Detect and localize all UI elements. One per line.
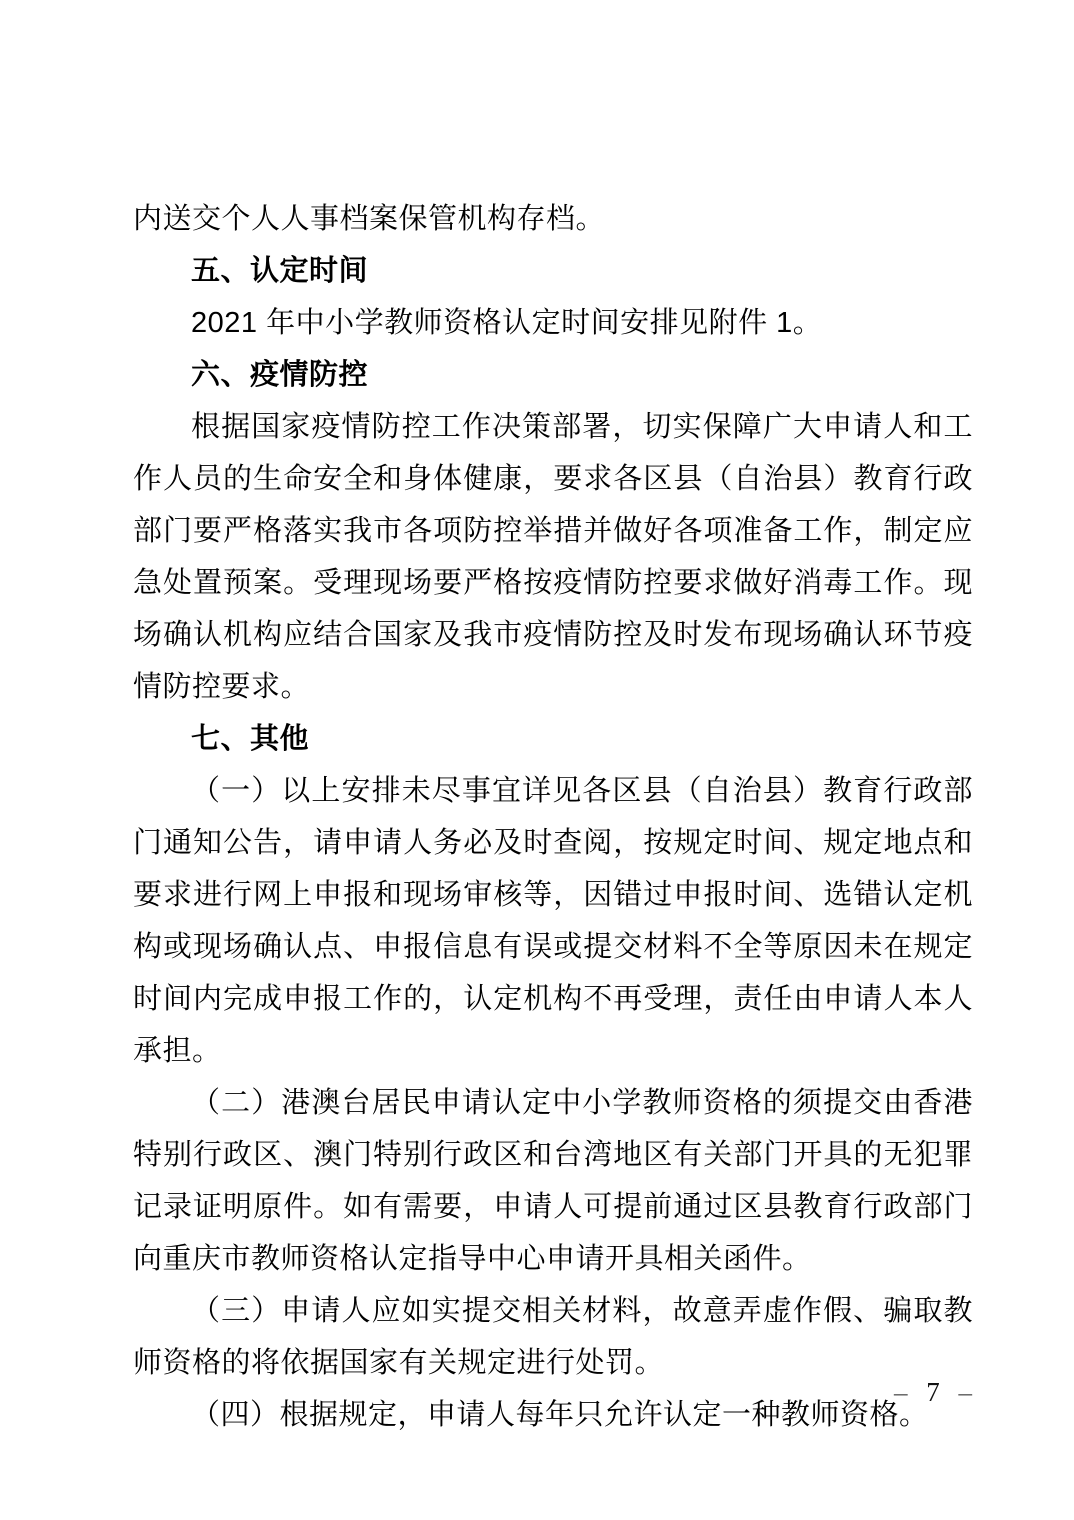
paragraph-other-item-1: （一）以上安排未尽事宜详见各区县（自治县）教育行政部门通知公告，请申请人务必及时查阅，按规定时间、规定地点和要求进行网上申报和现场审核等，因错过申报时间、选错认定机构或现场确认点、申报信息有误或提交材料不全等原因未在规定时间内完成申报工作的，认定机构不再受理，责任由申请人本人承担。 (133, 775, 973, 1067)
page-number-value: 7 (926, 1377, 940, 1407)
section-heading-5-renddingshijian: 五、认定时间 (191, 255, 369, 287)
paragraph-time-schedule: 2021 年中小学教师资格认定时间安排见附件 1。 (191, 307, 823, 339)
section-heading-6-yiqingfangkong: 六、疫情防控 (191, 359, 369, 391)
paragraph-other-item-4: （四）根据规定，申请人每年只允许认定一种教师资格。 (191, 1399, 929, 1431)
page-number (892, 1379, 974, 1406)
page-number-right-dash: – (958, 1377, 972, 1407)
document-body (133, 193, 973, 1441)
paragraph-archive-continuation: 内送交个人人事档案保管机构存档。 (133, 203, 606, 235)
paragraph-other-item-3: （三）申请人应如实提交相关材料，故意弄虚作假、骗取教师资格的将依据国家有关规定进行处罚。 (133, 1295, 973, 1379)
section-heading-7-qita: 七、其他 (191, 723, 310, 755)
page-number-left-dash: – (894, 1377, 908, 1407)
paragraph-epidemic-prevention: 根据国家疫情防控工作决策部署，切实保障广大申请人和工作人员的生命安全和身体健康，要求各区县（自治县）教育行政部门要严格落实我市各项防控举措并做好各项准备工作，制定应急处置预案。受理现场要严格按疫情防控要求做好消毒工作。现场确认机构应结合国家及我市疫情防控及时发布现场确认环节疫情防控要求。 (133, 411, 973, 703)
paragraph-other-item-2: （二）港澳台居民申请认定中小学教师资格的须提交由香港特别行政区、澳门特别行政区和台湾地区有关部门开具的无犯罪记录证明原件。如有需要，申请人可提前通过区县教育行政部门向重庆市教师资格认定指导中心申请开具相关函件。 (133, 1087, 973, 1275)
